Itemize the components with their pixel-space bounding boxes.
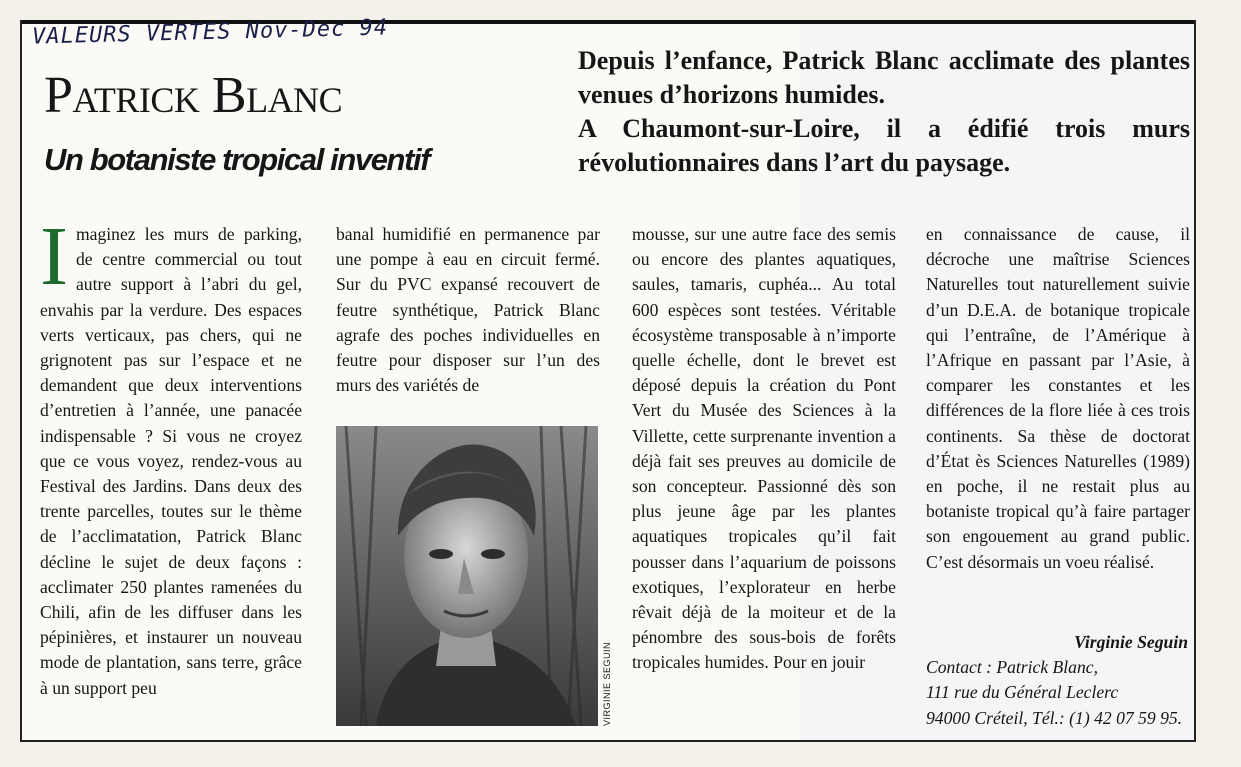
signature-block	[926, 630, 1188, 731]
handwritten-note: VALEURS VERTES Nov-Dec 94	[31, 15, 389, 50]
body-column-1	[40, 210, 302, 701]
drop-cap: I	[40, 210, 68, 303]
portrait-photo-image	[336, 426, 598, 726]
article-subtitle: Un botaniste tropical inventif	[44, 142, 430, 177]
photo-credit: VIRGINIE SEGUIN	[602, 641, 612, 726]
lede-sentence-2: A Chaumont-sur-Loire, il a édifié trois murs révolutionnaires dans l’art du paysage.	[578, 114, 1190, 177]
contact-line-3: 94000 Créteil, Tél.: (1) 42 07 59 95.	[926, 707, 1183, 728]
body-column-2	[336, 222, 600, 398]
bottom-rule	[20, 740, 1196, 742]
column-2-text: banal humidifié en permanence par une pompe à eau en circuit fermé. Sur du PVC expansé recouvert de feutre synthétique, Patrick Blanc agrafe des poches individuelles en feutre pour disposer sur l’un des murs des variétés de	[336, 224, 600, 396]
left-rule	[20, 20, 22, 742]
article-lede	[578, 44, 1190, 180]
author-name: Virginie Seguin	[1074, 632, 1188, 652]
lede-sentence-1: Depuis l’enfance, Patrick Blanc acclimate des plantes venues d’horizons humides.	[578, 46, 1190, 109]
column-4-text: en connaissance de cause, il décroche une maîtrise Sciences Naturelles tout naturellement suivie d’un D.E.A. de botanique tropicale qui l’entraîne, de l’Amérique à l’Afrique en passant par l’Asie, à comparer les constantes et les différences de la flore liée à ces trois continents. Sa thèse de doctorat d’État ès Sciences Naturelles (1989) en poche, il ne restait plus au botaniste tropical qu’à faire partager son engouement au grand public. C’est désormais un voeu réalisé.	[926, 224, 1190, 572]
column-1-text: maginez les murs de parking, de centre commercial ou tout autre support à l’abri du gel, envahis par la verdure. Des espaces verts verticaux, pas chers, qui ne grignotent pas sur l’espace et ne demandent que deux interventions d’entretien à l’année, une panacée indispensable ? Si vous ne croyez que ce vous voyez, rendez-vous au Festival des Jardins. Dans deux des trente parcelles, toutes sur le thème de l’acclimatation, Patrick Blanc décline le sujet de deux façons : acclimater 250 plantes ramenées du Chili, afin de les diffuser dans les pépinières, et instaurer un nouveau mode de plantation, sans terre, grâce à un support peu	[40, 224, 302, 698]
portrait-photo	[336, 426, 598, 726]
contact-line-2: 111 rue du Général Leclerc	[926, 682, 1119, 703]
body-column-3	[632, 222, 896, 676]
column-3-text: mousse, sur une autre face des semis ou encore des plantes aquatiques, saules, tamaris, cuphéa... Au total 600 espèces sont testées. Véritable écosystème transposable à n’importe quelle échelle, dont le brevet est déposé depuis la création du Pont Vert du Musée des Sciences à la Villette, cette surprenante invention a déjà fait ses preuves au domicile de son concepteur. Passionné dès son plus jeune âge par les plantes aquatiques tropicales qu’il fait pousser dans l’aquarium de poissons exotiques, l’explorateur en herbe rêvait déjà de la moiteur et de la pénombre des sous-bois de forêts tropicales humides. Pour en jouir	[632, 224, 896, 673]
body-column-4	[926, 222, 1190, 575]
contact-line-1: Contact : Patrick Blanc,	[926, 657, 1098, 678]
article-name-heading: Patrick Blanc	[44, 67, 343, 124]
right-rule	[1194, 20, 1196, 742]
